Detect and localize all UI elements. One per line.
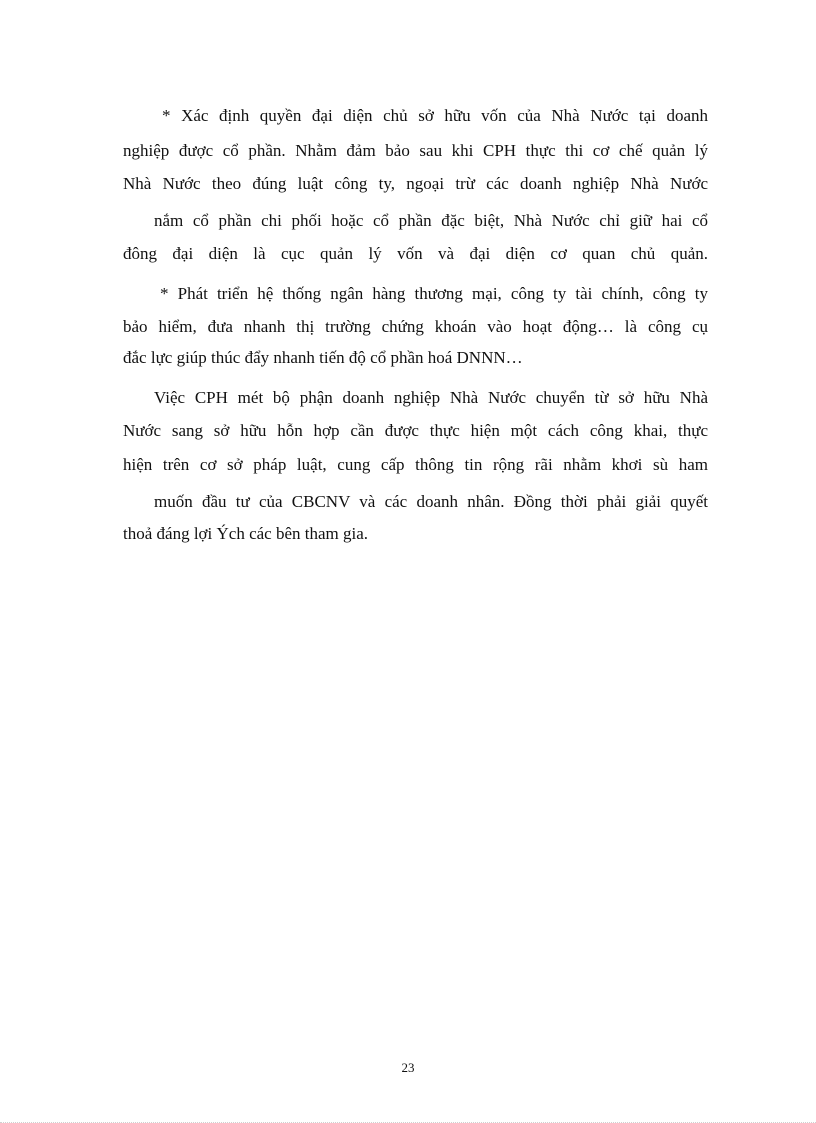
paragraph-1-line-1: * Xác định quyền đại diện chủ sở hữu vốn của Nhà Nước tại doanh <box>162 106 708 125</box>
paragraph-3-line-5: thoả đáng lợi Ých các bên tham gia. <box>123 524 369 543</box>
paragraph-3-line-4: muốn đầu tư của CBCNV và các doanh nhân. Đồng thời phải giải quyết <box>154 492 708 511</box>
paragraph-3-line-3: hiện trên cơ sở pháp luật, cung cấp thông tin rộng rãi nhằm khơi sù ham <box>123 455 708 474</box>
paragraph-3-line-2: Nước sang sở hữu hỗn hợp cần được thực hiện một cách công khai, thực <box>123 421 708 440</box>
page-number: 23 <box>401 1060 415 1075</box>
paragraph-1-line-4: nắm cổ phần chi phối hoặc cổ phần đặc biệt, Nhà Nước chỉ giữ hai cổ <box>154 211 708 230</box>
paragraph-2-line-1: * Phát triển hệ thống ngân hàng thương mại, công ty tài chính, công ty <box>160 284 708 303</box>
paragraph-1-line-5: đông đại diện là cục quản lý vốn và đại diện cơ quan chủ quản. <box>123 244 708 263</box>
paragraph-1-line-2: nghiệp được cổ phần. Nhằm đảm bảo sau khi CPH thực thi cơ chế quản lý <box>123 141 708 160</box>
paragraph-2-line-3: đắc lực giúp thúc đẩy nhanh tiến độ cổ phần hoá DNNN… <box>123 348 523 367</box>
paragraph-2-line-2: bảo hiểm, đưa nhanh thị trường chứng khoán vào hoạt động… là công cụ <box>123 317 708 336</box>
paragraph-3-line-1: Việc CPH mét bộ phận doanh nghiệp Nhà Nước chuyển từ sở hữu Nhà <box>154 388 708 407</box>
paragraph-1-line-3: Nhà Nước theo đúng luật công ty, ngoại trừ các doanh nghiệp Nhà Nước <box>123 174 708 193</box>
